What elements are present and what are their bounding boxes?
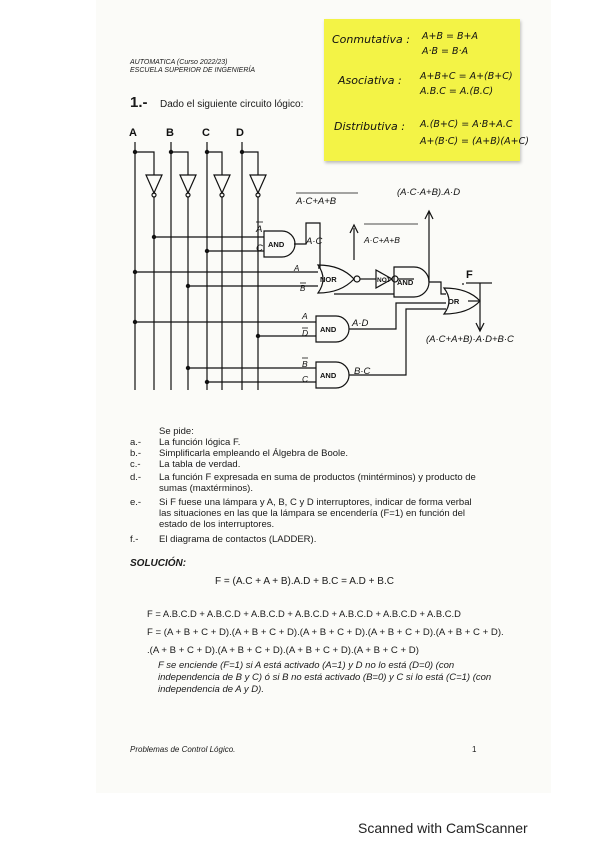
gate-label: NOT [377,277,391,284]
not-icon [214,175,230,193]
task-item [130,534,490,545]
annot-a: A [294,264,300,273]
sticky-label-asociativa: Asociativa : [338,74,402,87]
question-number: 1.- [130,94,148,111]
sticky-formula: A·B = B·A [422,46,469,57]
school-line: ESCUELA SUPERIOR DE INGENIERÍA [130,67,255,74]
solution-title: SOLUCIÓN: [130,558,187,569]
not-icon [250,175,266,193]
annot-main-out: (A·C·A+B).A·D [397,187,461,198]
input-label-d: D [236,127,244,139]
input-label-b: B [166,127,174,139]
question-heading [130,94,303,112]
annot-nor-out: A·C+A+B [296,196,337,207]
tasks-title: Se pide: [159,426,194,437]
sticky-label-distributiva: Distributiva : [334,120,405,133]
task-item [130,472,490,496]
footer-title: Problemas de Control Lógico. [130,745,236,754]
gate-label: AND [268,240,285,249]
sticky-formula: A+B+C = A+(B+C) [420,71,513,82]
task-label: e.- [130,497,142,508]
annot-a-and2: A [302,311,308,321]
task-label: c.- [130,459,141,470]
annot-final: (A·C+A+B)·A·D+B·C [426,334,514,345]
annot-d-bar: D [302,328,309,338]
task-text: Simplificarla empleando el Álgebra de Boole. [159,448,349,459]
gate-label: OR [448,297,460,306]
sticky-formula: A.B.C = A.(B.C) [420,86,494,97]
task-item [130,459,490,470]
solution-eq3: F = (A + B + C + D).(A + B + C + D).(A + B + C + D).(A + B + C + D).(A + B + C + D). [147,627,504,638]
tasks-section [130,426,490,546]
question-text: Dado el siguiente circuito lógico: [159,99,304,110]
sticky-formula: A+(B·C) = (A+B)(A+C) [420,136,529,147]
solution-eq4: .(A + B + C + D).(A + B + C + D).(A + B + C + D).(A + B + C + D) [147,645,419,656]
annot-c-and3: C [302,374,309,384]
annot-b-bar-and3: B [302,359,308,369]
task-label: d.- [130,472,142,483]
page-number: 1 [472,745,477,754]
course-line: AUTOMATICA (Curso 2022/23) [130,59,228,66]
task-item [130,497,490,533]
annot-not-out: A·C+A+B [364,235,400,245]
task-label: b.- [130,448,142,459]
solution-eq2: F = A.B.C.D + A.B.C.D + A.B.C.D + A.B.C.D + A.B.C.D + A.B.C.D + A.B.C.D [147,608,461,619]
annot-and1-out: A·C [306,236,323,247]
camscanner-watermark: Scanned with CamScanner [358,820,528,836]
task-item [130,448,490,459]
logic-circuit-diagram [96,120,556,420]
output-label-f: F [466,269,473,281]
task-text: La función F expresada en suma de productos (mintérminos) y producto de sumas (maxtérminos). [159,472,476,494]
input-label-a: A [129,127,137,139]
gate-label: AND [320,325,337,334]
not-icon [146,175,162,193]
task-text: La tabla de verdad. [159,459,241,470]
gate-label: NOR [320,275,337,284]
not-icon [180,175,196,193]
sticky-formula: A.(B+C) = A·B+A.C [420,119,513,130]
gate-label: AND [397,278,414,287]
annot-b-bar: B [300,284,306,293]
annot-c: C [256,243,263,254]
task-label: f.- [130,534,139,545]
solution-eq1: F = (A.C + A + B).A.D + B.C = A.D + B.C [215,576,394,587]
task-item [130,437,490,448]
solution-explanation: F se enciende (F=1) si A está activado (A=1) y D no lo está (D=0) (con independencia de B y C) ó si B no está activado (B=0) y C si lo está (C=1) (con independencia de A y D). [158,660,492,695]
task-text: Si F fuese una lámpara y A, B, C y D interruptores, indicar de forma verbal las situaciones en las que la lámpara se encendería (F=1) en función del estado de los interruptores. [159,497,472,530]
gate-label: AND [320,371,337,380]
task-label: a.- [130,437,142,448]
annot-and2-out: A·D [352,318,369,329]
task-text: La función lógica F. [159,437,241,448]
course-header [130,59,255,75]
input-label-c: C [202,127,210,139]
annot-a-bar: A [256,224,263,235]
annot-and3-out: B·C [354,366,371,377]
sticky-label-conmutativa: Conmutativa : [332,33,410,46]
task-text: El diagrama de contactos (LADDER). [159,534,317,545]
sticky-formula: A+B = B+A [422,31,478,42]
